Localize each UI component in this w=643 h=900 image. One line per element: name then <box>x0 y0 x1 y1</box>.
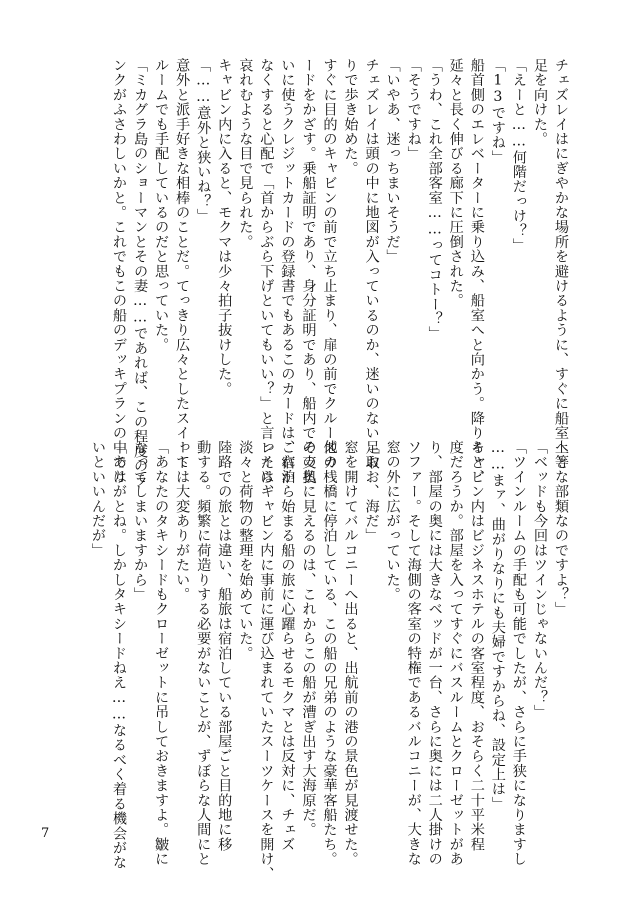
text-line: チェズレイはにぎやかな場所を避けるように、すぐに船室へと <box>553 58 569 470</box>
text-line: 「ベッドも今回はツインじゃないんだ？」 <box>531 440 548 720</box>
text-line: 度だろうか。部屋を入ってすぐにバスルームとクローゼットがあ <box>447 440 464 867</box>
text-line: なくすると心配で「首からぶら下げといてもいい？」と言ったら、 <box>258 58 275 499</box>
text-line: その奥に見えるのは、これからこの船が漕ぎ出す大海原だ。 <box>300 440 317 837</box>
text-line: 足を向けた。 <box>531 58 548 147</box>
text-line: っては大変ありがたい。 <box>174 440 191 602</box>
text-line: 哀れむような目で見られた。 <box>237 58 254 250</box>
text-line: 「ありがとね。しかしタキシードねえ……なるべく着る機会がな <box>111 440 128 870</box>
text-line: 動する。頻繁に荷造りする必要がないことが、ずぼらな人間にと <box>195 440 212 867</box>
text-line: 船首側のエレベーターに乗り込み、船室へと向かう。降りると、 <box>468 58 485 485</box>
text-line: 窓を開けてバルコニーへ出ると、出航前の港の景色が見渡せた。 <box>342 440 359 867</box>
text-line: いといいんだが」 <box>89 440 106 558</box>
text-line: 「13ですね」 <box>489 58 506 165</box>
text-line: りで歩き始めた。 <box>342 58 359 176</box>
text-line: 「あなたのタキシードもクローゼットに吊しておきますよ。皺に <box>153 440 170 867</box>
text-line: チェズレイは頭の中に地図が入っているのか、迷いのない足取 <box>363 58 380 470</box>
text-line: 陸路での旅とは違い、船旅は宿泊している部屋ごと目的地に移 <box>216 440 233 852</box>
text-line: 「えーと……何階だっけ？」 <box>510 58 527 253</box>
lower-text-block <box>87 440 571 881</box>
text-line: 「おお、海だ」 <box>363 440 380 543</box>
text-line: なってしまいますから」 <box>132 440 149 602</box>
text-line: 淡々と荷物の整理を始めていた。 <box>237 440 254 661</box>
text-line: 窓の外に広がっていた。 <box>384 440 401 602</box>
text-line: 「ミカグラ島のショーマンとその妻……であれば、この程度のラ <box>132 58 149 488</box>
text-line: り、部屋の奥には大きなベッドが一台、さらに奥には二人掛けの <box>426 440 443 867</box>
text-line: キャビン内はビジネスホテルの客室程度、おそらく二十平米程 <box>468 440 485 852</box>
text-line: 上等な部類なのですよ？」 <box>553 440 569 617</box>
text-line: これから始まる船の旅に心躍らせるモクマとは反対に、チェズ <box>279 440 296 852</box>
text-line: レイはキャビン内に事前に運び込まれていたスーツケースを開け、 <box>258 440 275 881</box>
text-line: 「そうですね」 <box>405 58 422 161</box>
text-line: ……まァ、曲がりなりにも夫婦ですからね、設定上は」 <box>489 440 506 812</box>
text-line: 「いやあ、迷っちまいそうだ」 <box>384 58 401 264</box>
text-line: いに使うクレジットカードの登録書でもあるこのカードは、宿泊 <box>279 58 296 485</box>
text-line: ソファー。そして海側の客室の特権であるバルコニーが、大きな <box>405 440 422 867</box>
text-line: ンクがふさわしいかと。これでもこの船のデッキプランの中では <box>111 58 128 485</box>
text-line: 「うわ、これ全部客室……ってコトー？」 <box>426 58 443 341</box>
text-line: 意外と派手好きな相棒のことだ。てっきり広々としたスイート <box>174 58 191 470</box>
text-line: キャビン内に入ると、モクマは少々拍子抜けした。 <box>216 58 233 397</box>
text-line: ードをかざす。乗船証明であり、身分証明であり、船内での支払 <box>300 58 317 485</box>
text-line: すぐに目的のキャビンの前で立ち止まり、扉の前でクルーズカ <box>321 58 338 470</box>
text-line: ルームでも手配しているのだと思っていた。 <box>153 58 170 352</box>
text-line: 延々と長く伸びる廊下に圧倒された。 <box>447 58 464 308</box>
text-line: 他の桟橋に停泊している、この船の兄弟のような豪華客船たち。 <box>321 440 338 867</box>
page-number: 7 <box>41 826 50 841</box>
text-line: 「……意外と狭いね？」 <box>195 58 212 224</box>
text-line: 「ツインルームの手配も可能でしたが、さらに手狭になりますし <box>510 440 527 867</box>
